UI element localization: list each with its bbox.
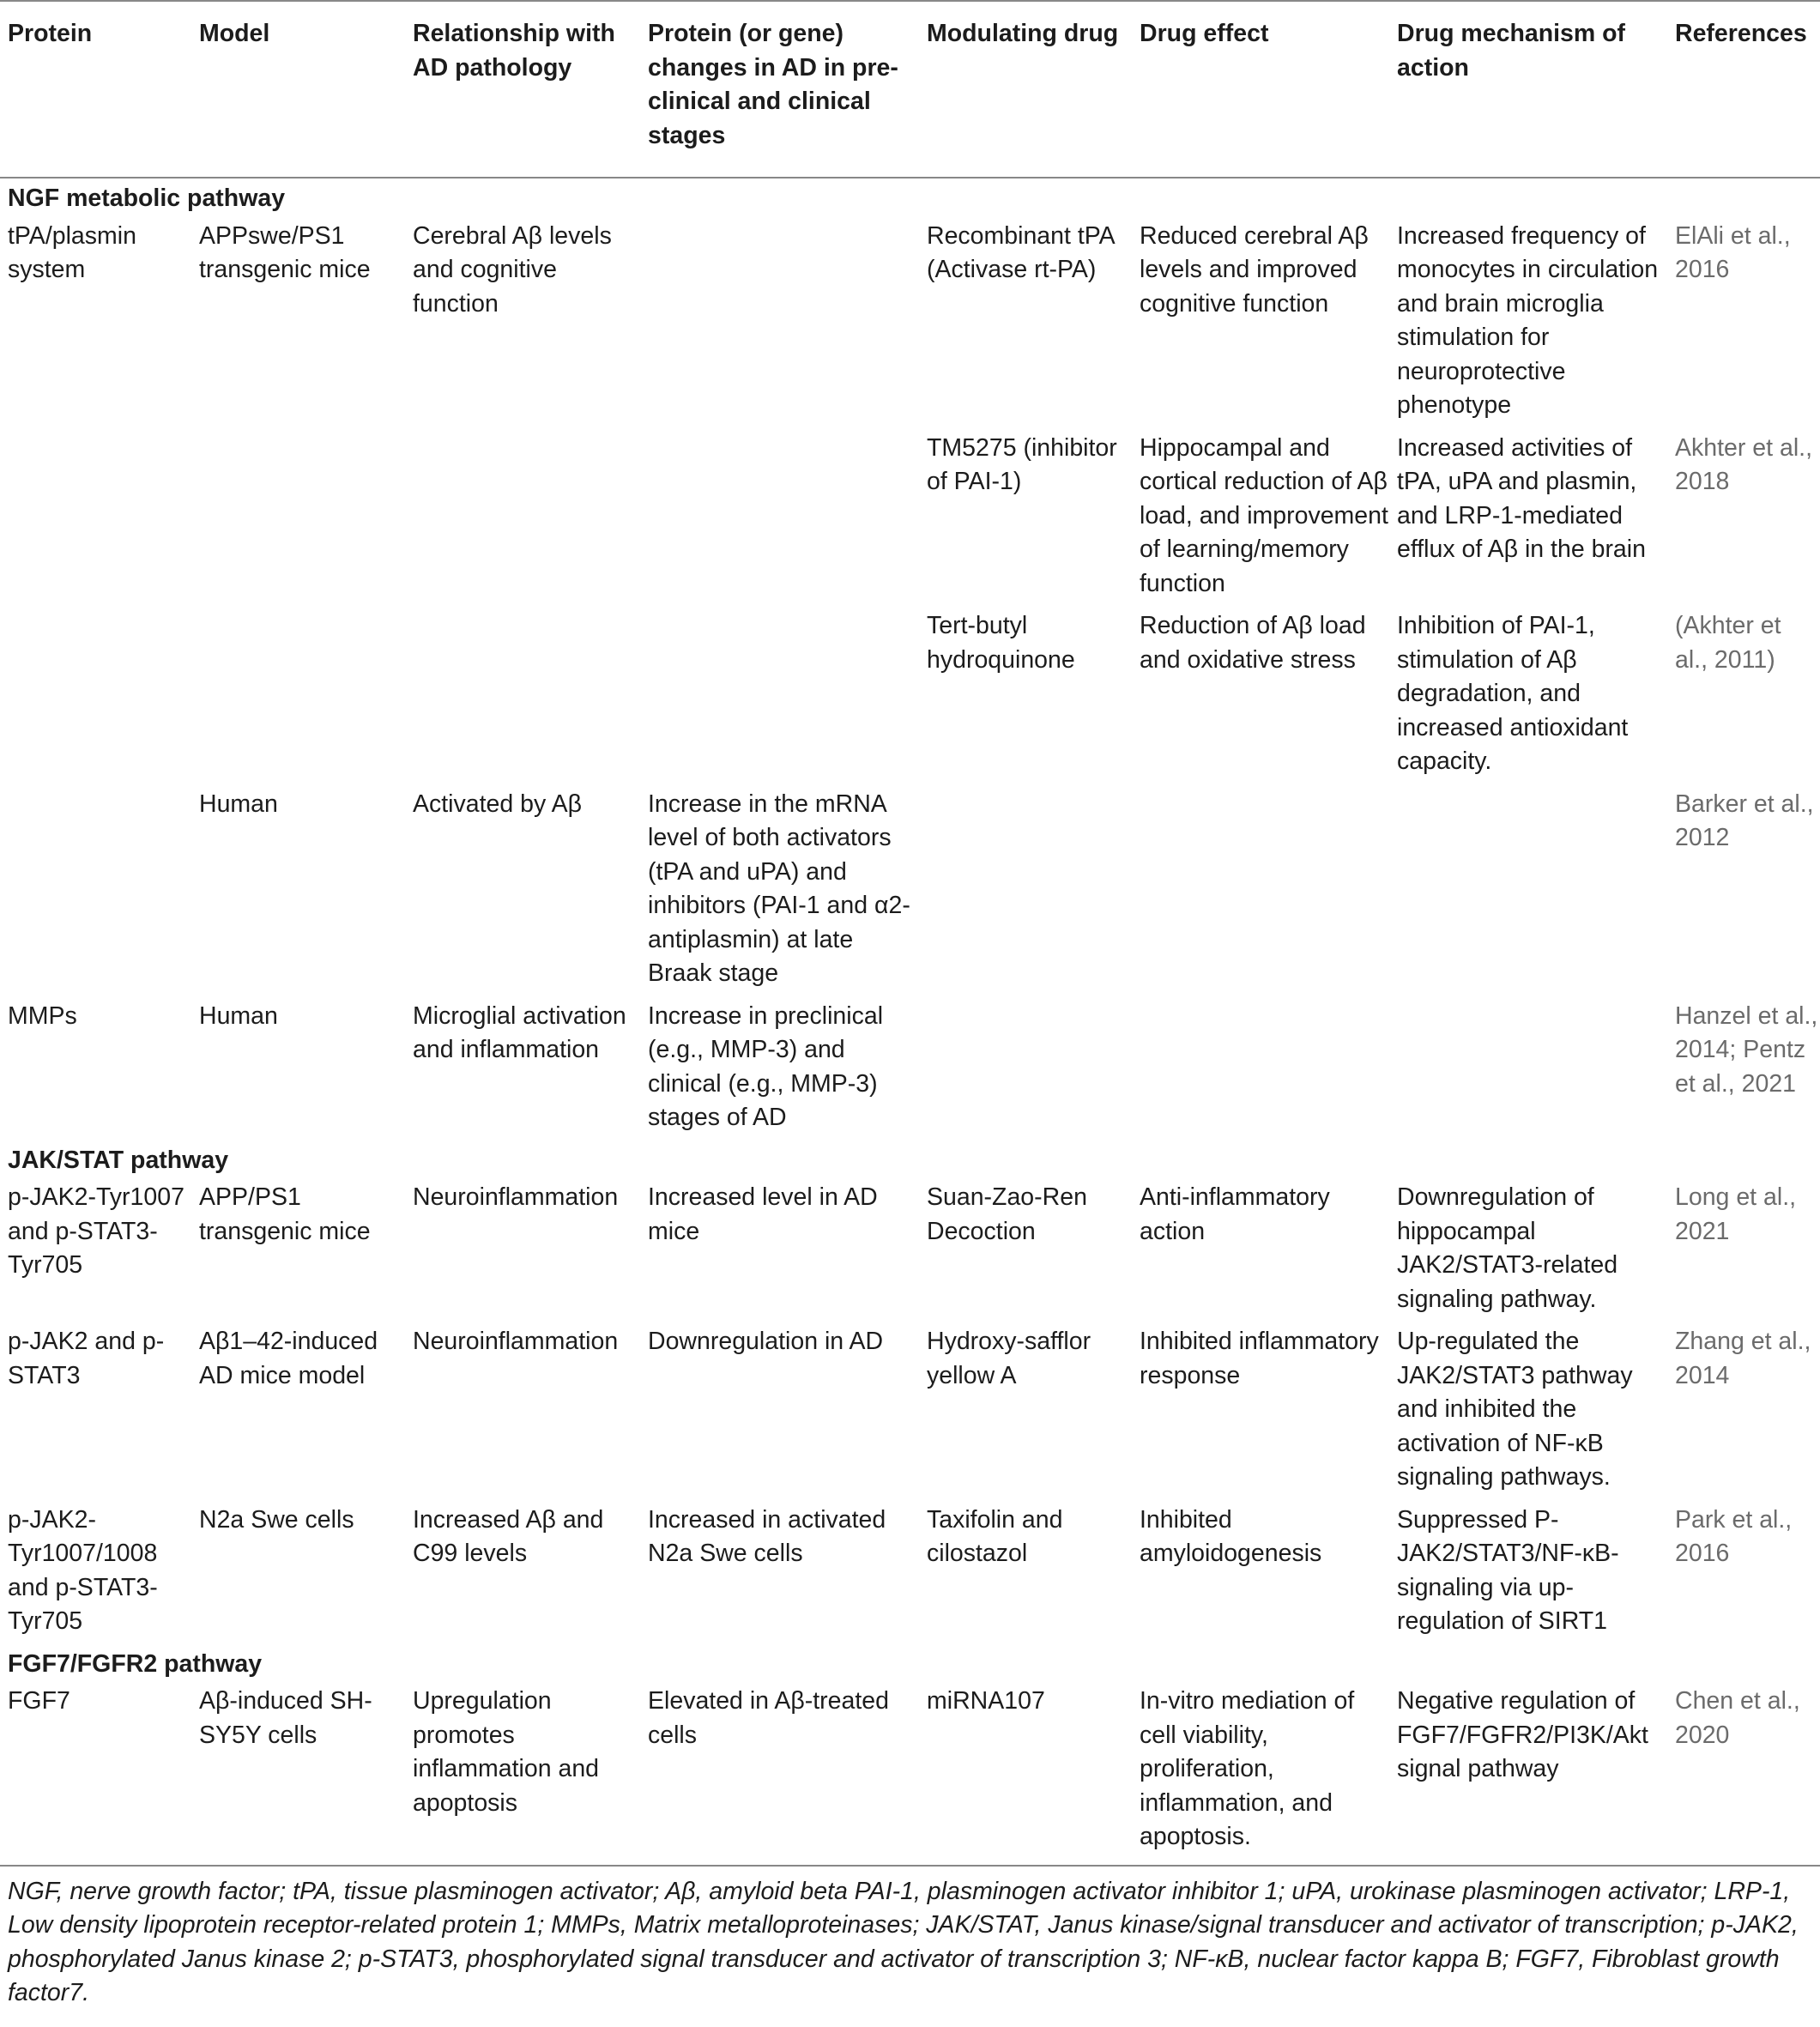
cell-drug xyxy=(919,996,1132,1141)
cell-reference: Barker et al., 2012 xyxy=(1675,790,1814,851)
cell-effect xyxy=(1132,784,1389,996)
cell-drug: Tert-butyl hydroquinone xyxy=(927,612,1075,674)
table-row xyxy=(0,996,1820,1141)
cell-reference: Long et al., 2021 xyxy=(1675,1183,1797,1245)
cell-mechanism: Increased frequency of monocytes in circulation and brain microglia stimulation for neuroprotective phenotype xyxy=(1397,221,1659,419)
cell-changes: Increase in preclinical (e.g., MMP-3) and clinical (e.g., MMP-3) stages of AD xyxy=(648,1001,884,1131)
cell-relationship xyxy=(405,428,640,607)
section-row xyxy=(0,1644,1820,1682)
cell-protein: FGF7 xyxy=(8,1687,70,1715)
cell-effect: Inhibited amyloidogenesis xyxy=(1140,1505,1322,1567)
cell-mechanism: Up-regulated the JAK2/STAT3 pathway and inhibited the activation of NF-κB signaling pathways. xyxy=(1397,1328,1633,1491)
table-body xyxy=(0,178,1820,1865)
cell-protein: p-JAK2-Tyr1007/1008 and p-STAT3-Tyr705 xyxy=(8,1505,158,1635)
cell-effect: Inhibited inflammatory response xyxy=(1140,1328,1379,1389)
cell-drug: Taxifolin and cilostazol xyxy=(927,1505,1063,1567)
cell-changes: Elevated in Aβ-treated cells xyxy=(648,1687,889,1749)
section-title: NGF metabolic pathway xyxy=(8,185,286,212)
header-model: Model xyxy=(199,20,270,47)
cell-effect: In-vitro mediation of cell viability, proliferation, inflammation, and apoptosis. xyxy=(1140,1687,1355,1850)
cell-relationship: Cerebral Aβ levels and cognitive function xyxy=(413,221,612,318)
table-row xyxy=(0,428,1820,607)
cell-changes: Increased level in AD mice xyxy=(648,1183,878,1245)
table-row xyxy=(0,1500,1820,1644)
cell-relationship xyxy=(405,606,640,784)
table-row xyxy=(0,1177,1820,1322)
header-modulating-drug: Modulating drug xyxy=(927,20,1119,47)
cell-reference: Akhter et al., 2018 xyxy=(1675,433,1812,495)
cell-mechanism: Inhibition of PAI-1, stimulation of Aβ degradation, and increased antioxidant capacity. xyxy=(1397,612,1629,775)
cell-changes: Increased in activated N2a Swe cells xyxy=(648,1505,886,1567)
cell-protein xyxy=(0,428,191,607)
table-row xyxy=(0,1322,1820,1500)
table-footnote: NGF, nerve growth factor; tPA, tissue plasminogen activator; Aβ, amyloid beta PAI-1, plasminogen activator inhibitor 1; uPA, urokinase plasminogen activator; LRP-1, Low density lipoprotein receptor-related protein 1; MMPs, Matrix metalloproteinases; JAK/STAT, Janus kinase/signal transducer and activator of transcription; p-JAK2, phosphorylated Janus kinase 2; p-STAT3, phosphorylated signal transducer and activator of transcription 3; NF-κB, nuclear factor kappa B; FGF7, Fibroblast growth factor7. xyxy=(0,1865,1820,2011)
cell-drug: TM5275 (inhibitor of PAI-1) xyxy=(927,433,1117,495)
cell-protein xyxy=(0,784,191,996)
cell-effect xyxy=(1132,996,1389,1141)
cell-mechanism xyxy=(1389,784,1667,996)
section-row xyxy=(0,178,1820,216)
cell-reference: Hanzel et al., 2014; Pentz et al., 2021 xyxy=(1675,1001,1818,1098)
table-header xyxy=(0,1,1820,178)
section-title: FGF7/FGFR2 pathway xyxy=(8,1649,263,1678)
cell-relationship: Increased Aβ and C99 levels xyxy=(413,1505,604,1567)
cell-protein: p-JAK2-Tyr1007 and p-STAT3-Tyr705 xyxy=(8,1183,184,1279)
cell-model: Human xyxy=(199,790,278,818)
cell-model xyxy=(191,428,405,607)
cell-model xyxy=(191,606,405,784)
cell-drug: miRNA107 xyxy=(927,1687,1045,1715)
table-row xyxy=(0,216,1820,428)
cell-relationship: Microglial activation and inflammation xyxy=(413,1001,626,1063)
cell-relationship: Activated by Aβ xyxy=(413,790,582,818)
cell-drug: Hydroxy-safflor yellow A xyxy=(927,1328,1091,1389)
cell-changes xyxy=(640,428,919,607)
cell-changes xyxy=(640,606,919,784)
cell-protein: MMPs xyxy=(8,1001,77,1030)
cell-model: N2a Swe cells xyxy=(199,1505,354,1534)
section-title: JAK/STAT pathway xyxy=(8,1146,229,1174)
cell-effect: Reduced cerebral Aβ levels and improved cognitive function xyxy=(1140,221,1369,318)
cell-relationship: Upregulation promotes inflammation and apoptosis xyxy=(413,1687,600,1817)
cell-effect: Anti-inflammatory action xyxy=(1140,1183,1330,1245)
header-drug-effect: Drug effect xyxy=(1140,20,1269,47)
cell-mechanism: Increased activities of tPA, uPA and plasmin, and LRP-1-mediated efflux of Aβ in the brain xyxy=(1397,433,1646,563)
cell-protein xyxy=(0,606,191,784)
table-row xyxy=(0,1681,1820,1865)
cell-protein: tPA/plasmin system xyxy=(8,221,136,283)
header-relationship: Relationship with AD pathology xyxy=(413,20,615,82)
header-references: References xyxy=(1675,20,1807,47)
cell-reference: ElAli et al., 2016 xyxy=(1675,221,1791,283)
cell-model: Aβ1–42-induced AD mice model xyxy=(199,1328,378,1389)
header-protein: Protein xyxy=(8,20,93,47)
cell-effect: Hippocampal and cortical reduction of Aβ load, and improvement of learning/memory function xyxy=(1140,433,1388,597)
cell-relationship: Neuroinflammation xyxy=(413,1183,619,1211)
cell-model: APP/PS1 transgenic mice xyxy=(199,1183,371,1245)
cell-drug xyxy=(919,784,1132,996)
cell-relationship: Neuroinflammation xyxy=(413,1328,619,1355)
header-mechanism: Drug mechanism of action xyxy=(1397,20,1626,82)
cell-mechanism: Negative regulation of FGF7/FGFR2/PI3K/Akt signal pathway xyxy=(1397,1687,1648,1782)
cell-mechanism: Downregulation of hippocampal JAK2/STAT3-related signaling pathway. xyxy=(1397,1183,1618,1313)
cell-reference: Zhang et al., 2014 xyxy=(1675,1328,1811,1389)
cell-changes: Downregulation in AD xyxy=(648,1328,884,1355)
cell-reference: Chen et al., 2020 xyxy=(1675,1687,1800,1749)
cell-drug: Suan-Zao-Ren Decoction xyxy=(927,1183,1087,1245)
cell-model: Human xyxy=(199,1001,278,1030)
cell-reference: Park et al., 2016 xyxy=(1675,1505,1793,1567)
cell-protein: p-JAK2 and p-STAT3 xyxy=(8,1328,165,1389)
cell-mechanism: Suppressed P-JAK2/STAT3/NF-κB-signaling via up-regulation of SIRT1 xyxy=(1397,1505,1619,1635)
cell-model: Aβ-induced SH-SY5Y cells xyxy=(199,1687,372,1749)
table-row xyxy=(0,784,1820,996)
header-row xyxy=(0,1,1820,178)
cell-reference: (Akhter et al., 2011) xyxy=(1675,612,1781,674)
section-row xyxy=(0,1141,1820,1178)
table-row xyxy=(0,606,1820,784)
header-protein-changes: Protein (or gene) changes in AD in pre-clinical and clinical stages xyxy=(648,20,898,149)
cell-changes xyxy=(640,216,919,428)
cell-drug: Recombinant tPA (Activase rt-PA) xyxy=(927,221,1115,283)
cell-changes: Increase in the mRNA level of both activators (tPA and uPA) and inhibitors (PAI-1 and α2-antiplasmin) at late Braak stage xyxy=(648,790,910,987)
cell-mechanism xyxy=(1389,996,1667,1141)
cell-model: APPswe/PS1 transgenic mice xyxy=(199,221,371,283)
cell-effect: Reduction of Aβ load and oxidative stress xyxy=(1140,612,1366,674)
